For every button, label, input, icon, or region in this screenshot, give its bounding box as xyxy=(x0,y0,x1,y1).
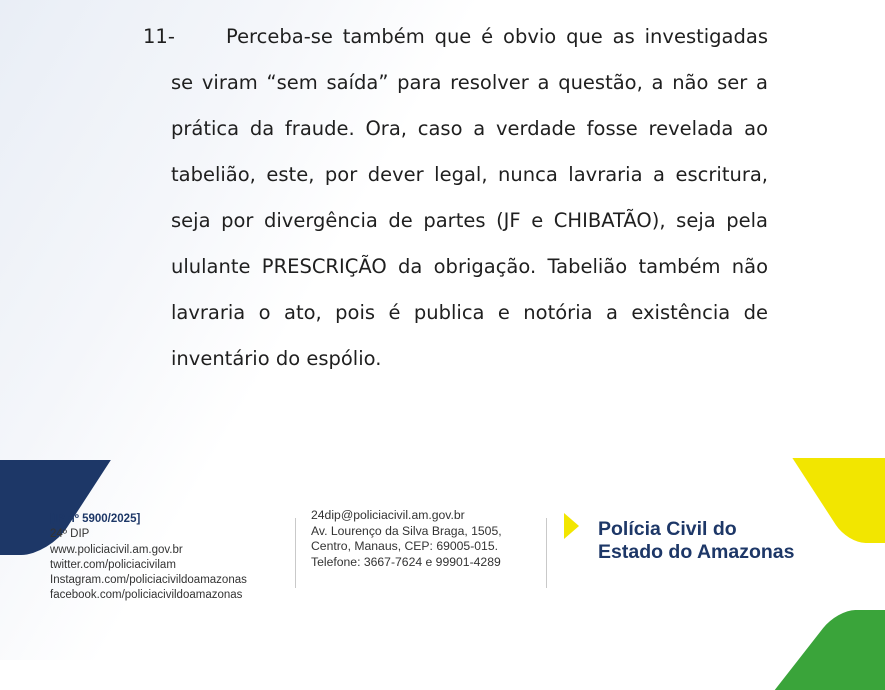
paragraph-text: Perceba-se também que é obvio que as investigadas se viram “sem saída” para resolver a questão, a não ser a prática da fraude. Ora, caso a verdade fosse revelada ao tabelião, este, por dever legal, nunca lavraria a escritura, seja por divergência de partes (JF e CHIBATÃO), seja pela ululante PRESCRIÇÃO da obrigação. Tabelião também não lavraria o ato, pois é publica e notória a existência de inventário do espólio. xyxy=(171,25,768,370)
inquiry-number: [IP nº 5900/2025] xyxy=(50,513,141,525)
brand-line-1: Polícia Civil do xyxy=(598,518,737,540)
chevron-right-icon xyxy=(564,513,579,539)
facebook-link[interactable]: facebook.com/policiacivildoamazonas xyxy=(50,589,243,602)
email-link[interactable]: 24dip@policiacivil.am.gov.br xyxy=(311,508,465,522)
phone-text: Telefone: 3667-7624 e 99901-4289 xyxy=(311,554,501,569)
website-link[interactable]: www.policiacivil.am.gov.br xyxy=(50,543,183,556)
address-line-1: Av. Lourenço da Silva Braga, 1505, xyxy=(311,523,502,538)
footer-address-column xyxy=(311,508,502,570)
address-line-2: Centro, Manaus, CEP: 69005-015. xyxy=(311,539,498,553)
instagram-link[interactable]: Instagram.com/policiacivildoamazonas xyxy=(50,574,247,587)
footer-divider xyxy=(295,518,296,588)
footer-contact-column xyxy=(50,512,247,604)
footer-divider xyxy=(546,518,547,588)
document-paragraph xyxy=(143,14,768,382)
paragraph-number: 11- xyxy=(143,25,175,48)
dip-label: 24º DIP xyxy=(50,528,90,541)
brand-name xyxy=(598,518,794,564)
brand-line-2: Estado do Amazonas xyxy=(598,541,795,563)
twitter-link[interactable]: twitter.com/policiacivilam xyxy=(50,558,176,571)
